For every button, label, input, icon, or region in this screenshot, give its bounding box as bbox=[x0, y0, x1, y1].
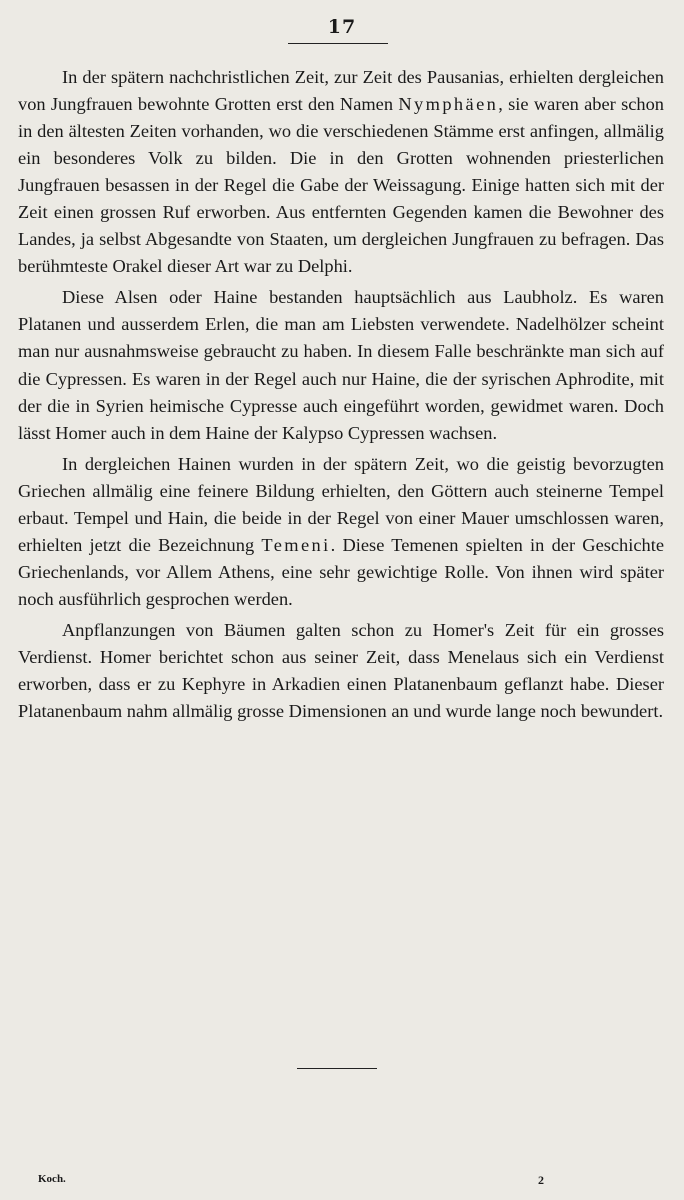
header-rule bbox=[288, 43, 388, 44]
footer-sheet-number: 2 bbox=[538, 1173, 544, 1187]
paragraph-1 bbox=[18, 64, 664, 280]
term-nymphaeen: Nymphäen bbox=[398, 94, 499, 115]
paragraph-3-text-a: In dergleichen Hainen wurden in der spätern Zeit, wo die geistig bevorzugten Griechen allmälig eine feinere Bildung erhielten, den Göttern auch steinerne Tempel erbaut. Tempel und Hain, die beide in der Regel von einer Mauer umschlossen waren, erhielten jetzt die Bezeichnung bbox=[18, 453, 664, 555]
paragraph-3 bbox=[18, 451, 664, 613]
paragraph-2-text: Diese Alsen oder Haine bestanden hauptsächlich aus Laubholz. Es waren Platanen und ausserdem Erlen, die man am Liebsten verwendete. Nadelhölzer scheint man nur ausnahmsweise gebraucht zu haben. In diesem Falle beschränkte man sich auf die Cypressen. Es waren in der Regel auch nur Haine, die der syrischen Aphrodite, mit der die in Syrien heimische Cypresse auch eingeführt worden, gewidmet waren. Doch lässt Homer auch in dem Haine der Kalypso Cypressen wachsen. bbox=[18, 287, 664, 443]
paragraph-4 bbox=[18, 617, 664, 725]
footer-signature: Koch. bbox=[38, 1173, 66, 1185]
paragraph-1-text-b: , sie waren aber schon in den ältesten Zeiten vorhanden, wo die verschiedenen Stämme erst anfingen, allmälig ein besonderes Volk zu bilden. Die in den Grotten wohnenden priesterlichen Jungfrauen besassen in der Regel die Gabe der Weissagung. Einige hatten sich mit der Zeit einen grossen Ruf erworben. Aus entfernten Gegenden kamen die Bewohner des Landes, ja selbst Abgesandte von Staaten, um dergleichen Jungfrauen zu befragen. Das berühmteste Orakel dieser Art war zu Delphi. bbox=[18, 94, 664, 277]
paragraph-3-text-b: . Diese Temenen spielten in der Geschichte Griechenlands, vor Allem Athens, eine sehr gewichtige Rolle. Von ihnen wird später noch ausführlich gesprochen werden. bbox=[18, 534, 664, 609]
paragraph-4-text: Anpflanzungen von Bäumen galten schon zu Homer's Zeit für ein grosses Verdienst. Homer berichtet schon aus seiner Zeit, dass Menelaus sich ein Verdienst erworben, dass er zu Kephyre in Arkadien einen Platanenbaum geflanzt habe. Dieser Platanenbaum nahm allmälig grosse Dimensionen an und wurde lange noch bewundert. bbox=[18, 619, 664, 722]
paragraph-1-text-a: In der spätern nachchristlichen Zeit, zur Zeit des Pausanias, erhielten dergleichen von Jungfrauen bewohnte Grotten erst den Namen bbox=[18, 67, 664, 115]
closing-rule bbox=[297, 1068, 377, 1069]
paragraph-2 bbox=[18, 284, 664, 446]
body-text bbox=[18, 64, 664, 729]
page-number: 17 bbox=[327, 16, 357, 38]
term-temeni: Temeni bbox=[261, 534, 331, 555]
